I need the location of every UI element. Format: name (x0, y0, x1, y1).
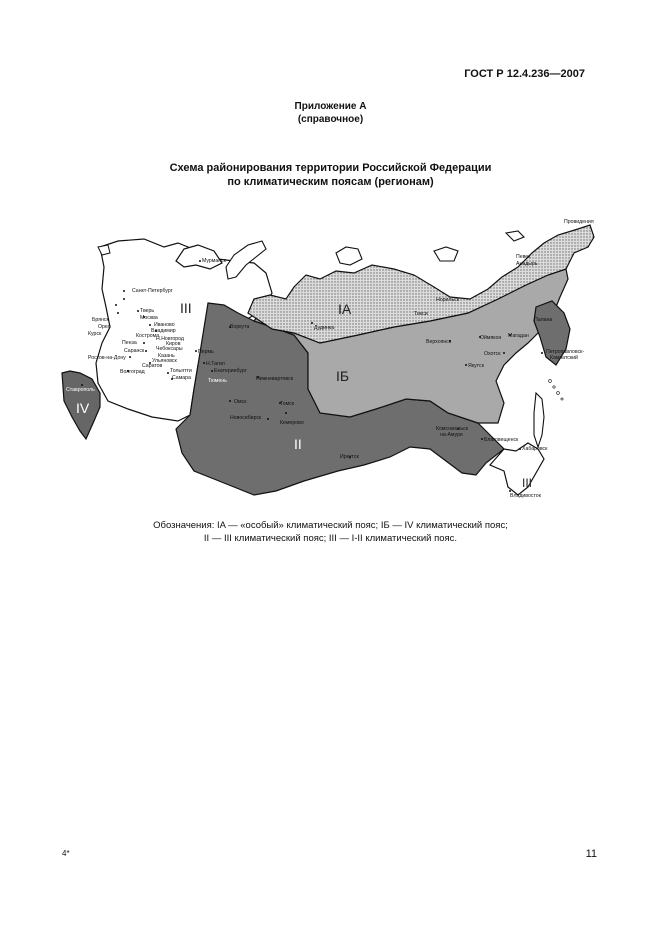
city-n-novgorod: Н.Новгород (156, 336, 184, 342)
city-oymyakon: Оймякон (480, 335, 502, 341)
city-orel: Орел (98, 324, 111, 330)
standard-code: ГОСТ Р 12.4.236—2007 (464, 68, 585, 80)
city-magadan: Магадан (508, 333, 529, 339)
kaliningrad (98, 245, 110, 255)
zone-label-ii: II (294, 436, 302, 452)
city-kostroma: Кострома (136, 333, 160, 339)
city-provideniya: Провидения (564, 219, 594, 225)
city-novosibirsk: Новосибирск (230, 415, 262, 421)
city-bryansk: Брянск (92, 317, 109, 323)
city-anadyr: Анадырь (516, 261, 538, 267)
zone-label-ib: IБ (336, 368, 350, 384)
zone-label-iv: IV (76, 400, 90, 416)
appendix-heading (0, 100, 661, 126)
sheet-mark: 4* (62, 849, 70, 858)
city-nizhnevartovsk: Нижневартовск (256, 376, 293, 382)
city-verkhoyansk: Верхоянск (426, 339, 452, 345)
city-irkutsk: Иркутск (340, 454, 359, 460)
city-samara: Самара (172, 375, 191, 381)
figure-title (0, 161, 661, 189)
page-number: 11 (585, 848, 597, 860)
city-perm: Пермь (198, 349, 214, 355)
city-yakutsk: Якутск (468, 363, 484, 369)
sakhalin (534, 393, 544, 447)
zone-label-iii-east: III (522, 476, 533, 490)
city-ivanovo: Иваново (154, 322, 175, 328)
figure-title-line1: Схема районирования территории Российской Федерации (169, 162, 492, 174)
city-ulyanovsk: Ульяновск (152, 358, 177, 364)
city-blagoveshchensk: Благовещенск (484, 437, 519, 443)
city-komsomolsk-l1: Комсомольск (436, 426, 468, 432)
city-st-petersburg: Санкт-Петербург (132, 288, 173, 294)
city-ekaterinburg: Екатеринбург (214, 368, 247, 374)
city-tyumen: Тюмень (208, 378, 227, 384)
city-kazan: Казань (158, 353, 175, 359)
appendix-note: (справочное) (297, 114, 364, 125)
city-n-tagil: Н.Тагил (206, 361, 225, 367)
city-tomsk: Томск (280, 401, 295, 407)
map-legend (0, 519, 661, 545)
city-rostov: Ростов-на-Дону (88, 355, 126, 361)
city-norilsk: Норильск (436, 297, 460, 303)
city-moskva: Москва (140, 315, 158, 321)
city-kemerovo: Кемерово (280, 420, 304, 426)
city-kursk: Курск (88, 331, 102, 337)
legend-line1: Обозначения: IA — «особый» климатический пояс; IБ — IV климатический пояс; (153, 520, 508, 531)
city-volgograd: Волгоград (120, 369, 145, 375)
city-omsk: Омск (234, 399, 247, 405)
severnaya-zemlya (336, 247, 362, 265)
city-saratov: Саратов (142, 363, 163, 369)
zone-label-ia: IA (338, 301, 352, 317)
city-petropavlovsk-l1: Петропавловск- (546, 349, 585, 355)
legend-line2: II — III климатический пояс; III — I-II климатический пояс. (203, 533, 458, 544)
city-dudinka: Дудинка (314, 325, 335, 331)
appendix-title: Приложение А (294, 101, 367, 112)
city-tolyatti: Тольятти (170, 368, 192, 374)
city-vladivostok: Владивосток (510, 493, 541, 499)
city-khabarovsk: Хабаровск (522, 446, 548, 452)
city-kirov: Киров (166, 341, 181, 347)
figure-title-line2: по климатическим поясам (регионам) (227, 176, 434, 188)
city-vorkuta: Воркута (230, 324, 250, 330)
city-palana: Палана (534, 317, 553, 323)
city-petropavlovsk-l2: Камчатский (550, 355, 578, 361)
city-komsomolsk-l2: на-Амуре (440, 432, 463, 438)
city-saransk: Саранск (124, 348, 145, 354)
kuril-islands (549, 380, 564, 400)
city-tiksi: Тикси (414, 311, 428, 317)
city-pevek: Певек (516, 254, 531, 260)
wrangel-island (506, 231, 524, 241)
novosibirsk-islands (434, 247, 458, 261)
city-murmansk: Мурманск (202, 258, 226, 264)
zone-label-iii: III (180, 300, 192, 316)
city-tver: Тверь (140, 308, 155, 314)
climate-zone-map (58, 203, 598, 503)
city-cheboksary: Чебоксары (156, 346, 183, 352)
city-stavropol: Ставрополь (66, 387, 95, 393)
city-vladimir: Владимир (151, 328, 176, 334)
city-okhotsk: Охотск (484, 351, 501, 357)
city-penza: Пенза (122, 340, 137, 346)
